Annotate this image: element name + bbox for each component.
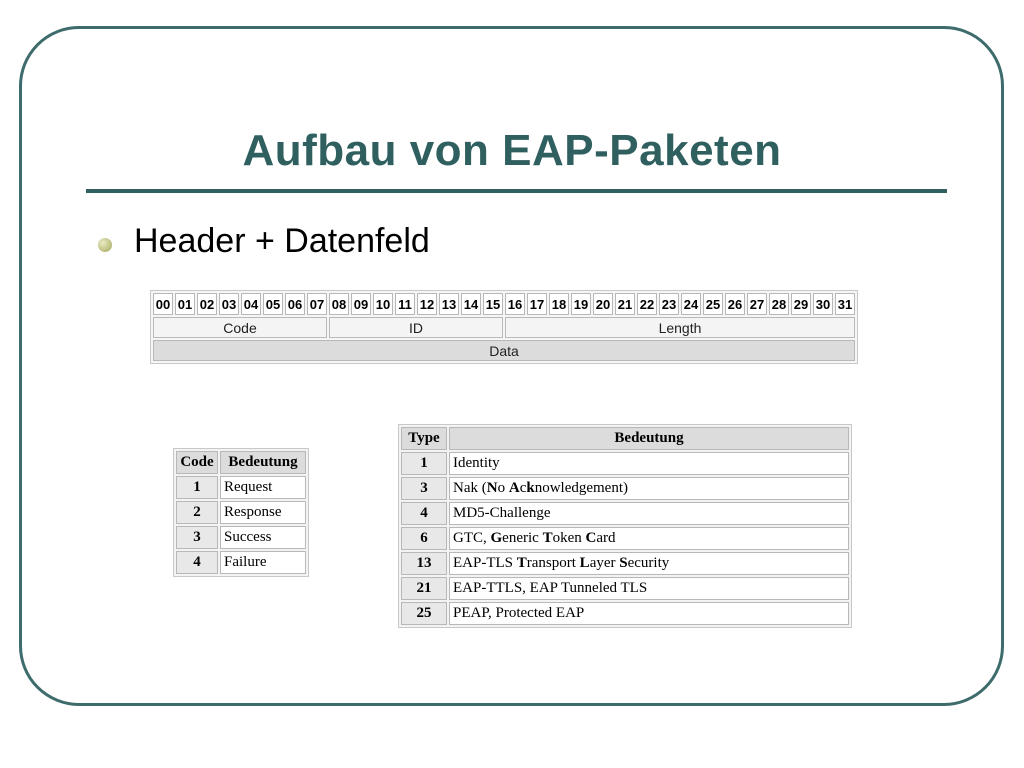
type-meaning — [449, 477, 849, 500]
code-meaning: Response — [220, 501, 306, 524]
bit-number-cell: 19 — [571, 293, 591, 315]
meaning-text: ard — [596, 530, 616, 546]
bit-number-cell: 31 — [835, 293, 855, 315]
type-table — [398, 424, 852, 628]
meaning-text: EAP-TLS — [453, 555, 517, 571]
field-id: ID — [329, 317, 503, 338]
meaning-text: oken — [552, 530, 586, 546]
meaning-text: c — [519, 480, 527, 496]
type-value: 21 — [401, 577, 447, 600]
type-value: 25 — [401, 602, 447, 625]
acronym-letter: G — [490, 530, 503, 546]
bit-number-cell: 16 — [505, 293, 525, 315]
type-meaning — [449, 577, 849, 600]
acronym-letter: C — [585, 530, 597, 546]
code-value: 1 — [176, 476, 218, 499]
code-value: 3 — [176, 526, 218, 549]
bullet-icon — [98, 238, 112, 252]
type-table-row — [401, 527, 849, 550]
code-table-header — [176, 451, 306, 474]
meaning-text: MD5-Challenge — [453, 505, 551, 521]
meaning-text: ransport — [526, 555, 580, 571]
field-code: Code — [153, 317, 327, 338]
acronym-letter: T — [542, 530, 553, 546]
type-value: 3 — [401, 477, 447, 500]
type-table-header — [401, 427, 849, 450]
bit-number-cell: 04 — [241, 293, 261, 315]
bit-number-cell: 03 — [219, 293, 239, 315]
bit-number-cell: 17 — [527, 293, 547, 315]
code-value: 2 — [176, 501, 218, 524]
bit-number-row — [153, 293, 855, 315]
code-table-row — [176, 526, 306, 549]
type-meaning — [449, 602, 849, 625]
bedeutung-header: Bedeutung — [449, 427, 849, 450]
bedeutung-header: Bedeutung — [220, 451, 306, 474]
type-meaning — [449, 527, 849, 550]
type-value: 4 — [401, 502, 447, 525]
meaning-text: nowledgement) — [534, 480, 629, 496]
bit-number-cell: 24 — [681, 293, 701, 315]
acronym-letter: N — [486, 480, 498, 496]
bit-number-cell: 10 — [373, 293, 393, 315]
type-table-row — [401, 477, 849, 500]
code-table-row — [176, 551, 306, 574]
code-table-row — [176, 476, 306, 499]
field-length: Length — [505, 317, 855, 338]
type-meaning — [449, 502, 849, 525]
code-meaning: Failure — [220, 551, 306, 574]
bit-number-cell: 08 — [329, 293, 349, 315]
meaning-text: EAP-TTLS, EAP Tunneled TLS — [453, 580, 648, 596]
title-underline — [86, 189, 947, 193]
bit-number-cell: 02 — [197, 293, 217, 315]
bit-number-cell: 23 — [659, 293, 679, 315]
bit-number-cell: 06 — [285, 293, 305, 315]
acronym-letter: T — [516, 555, 527, 571]
type-table-row — [401, 552, 849, 575]
code-meaning: Request — [220, 476, 306, 499]
meaning-text: o — [497, 480, 509, 496]
code-meaning: Success — [220, 526, 306, 549]
slide-title: Aufbau von EAP-Paketen — [242, 126, 782, 175]
type-table-row — [401, 502, 849, 525]
bit-number-cell: 27 — [747, 293, 767, 315]
bit-number-cell: 15 — [483, 293, 503, 315]
type-value: 1 — [401, 452, 447, 475]
bit-number-cell: 07 — [307, 293, 327, 315]
code-value: 4 — [176, 551, 218, 574]
type-table-row — [401, 452, 849, 475]
bit-number-cell: 20 — [593, 293, 613, 315]
bit-number-cell: 13 — [439, 293, 459, 315]
code-table — [173, 448, 309, 577]
eap-packet-bit-diagram — [150, 290, 858, 364]
bit-number-cell: 29 — [791, 293, 811, 315]
bit-number-cell: 11 — [395, 293, 415, 315]
code-table-row — [176, 501, 306, 524]
bit-number-cell: 01 — [175, 293, 195, 315]
meaning-text: ayer — [589, 555, 620, 571]
bit-number-cell: 05 — [263, 293, 283, 315]
bit-number-cell: 26 — [725, 293, 745, 315]
type-table-row — [401, 602, 849, 625]
bit-number-cell: 22 — [637, 293, 657, 315]
meaning-text: PEAP, Protected EAP — [453, 605, 585, 621]
bit-number-cell: 21 — [615, 293, 635, 315]
acronym-letter: k — [526, 480, 535, 496]
data-field: Data — [153, 340, 855, 361]
acronym-letter: L — [579, 555, 590, 571]
type-header: Type — [401, 427, 447, 450]
bit-number-cell: 00 — [153, 293, 173, 315]
meaning-text: Identity — [453, 455, 500, 471]
bit-number-cell: 28 — [769, 293, 789, 315]
bullet-text: Header + Datenfeld — [134, 222, 430, 260]
bit-number-cell: 25 — [703, 293, 723, 315]
bit-number-cell: 30 — [813, 293, 833, 315]
type-value: 6 — [401, 527, 447, 550]
meaning-text: GTC, — [453, 530, 491, 546]
type-meaning — [449, 552, 849, 575]
meaning-text: ecurity — [627, 555, 670, 571]
meaning-text: eneric — [502, 530, 543, 546]
acronym-letter: A — [508, 480, 520, 496]
type-value: 13 — [401, 552, 447, 575]
bit-number-cell: 09 — [351, 293, 371, 315]
code-header: Code — [176, 451, 218, 474]
data-row — [153, 340, 855, 361]
bit-number-cell: 14 — [461, 293, 481, 315]
bit-number-cell: 12 — [417, 293, 437, 315]
header-field-row — [153, 317, 855, 338]
bit-number-cell: 18 — [549, 293, 569, 315]
type-meaning — [449, 452, 849, 475]
acronym-letter: S — [619, 555, 628, 571]
type-table-row — [401, 577, 849, 600]
meaning-text: Nak ( — [453, 480, 487, 496]
